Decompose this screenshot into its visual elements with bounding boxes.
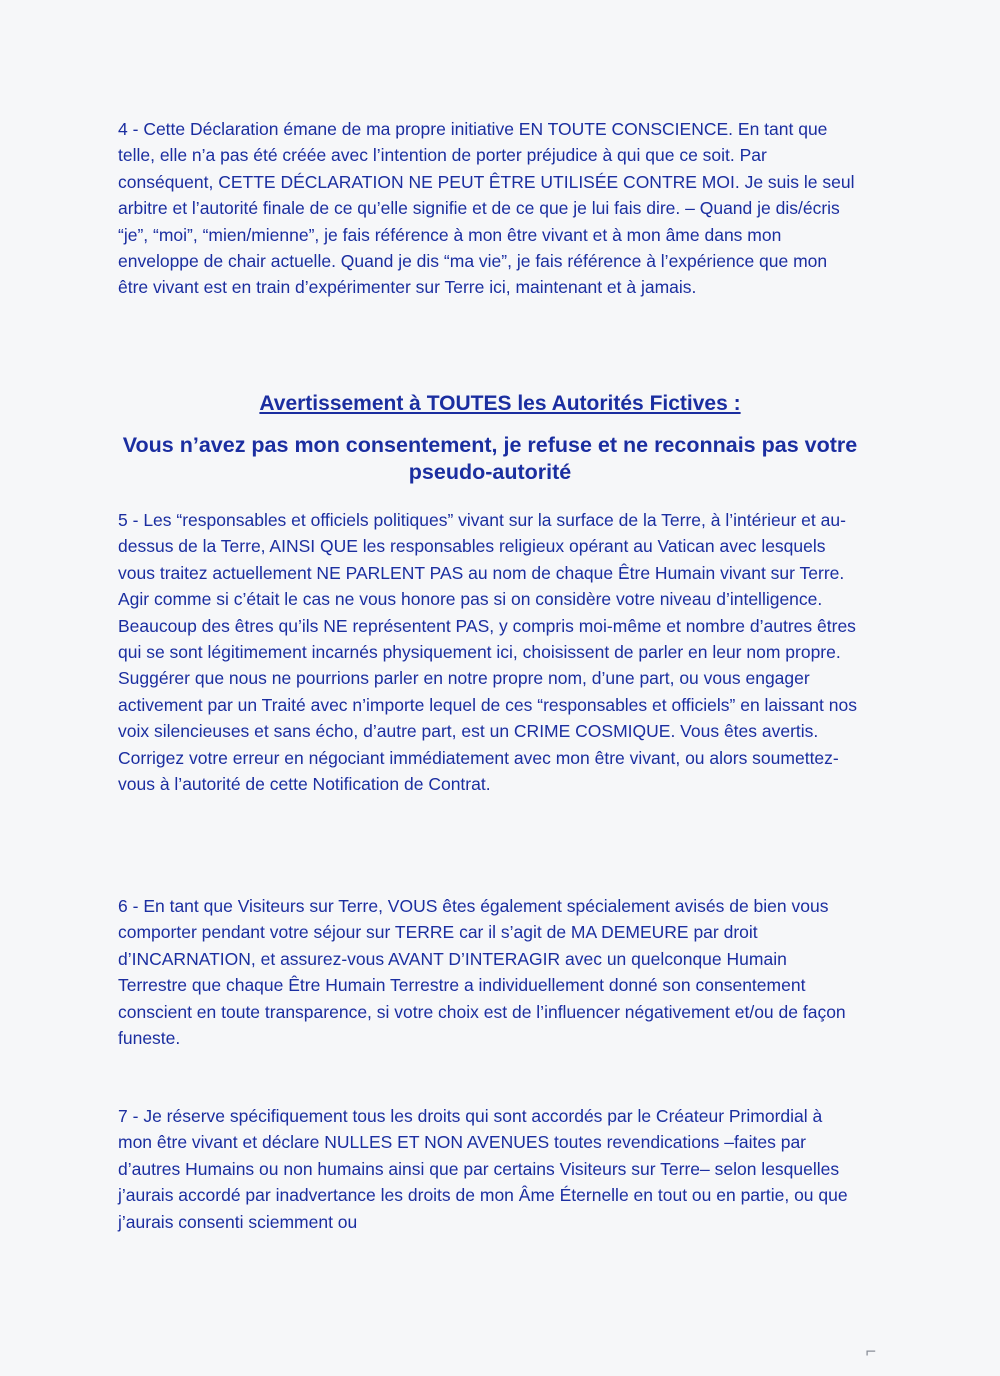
paragraph-text: Cette Déclaration émane de ma propre initiative EN TOUTE CONSCIENCE. En tant que telle, elle n’a pas été créée avec l’intention de porter préjudice à qui que ce soit. Par conséquent, CETTE DÉCLARATION NE PEUT ÊTRE UTILISÉE CONTRE MOI. Je suis le seul arbitre et l’autorité finale de ce qu’elle signifie et de ce que je lui fais dire. – Quand je dis/écris “je”, “moi”, “mien/mienne”, je fais référence à mon être vivant et à mon âme dans mon enveloppe de chair actuelle. Quand je dis “ma vie”, je fais référence à l’expérience que mon être vivant est en train d’expérimenter sur Terre ici, maintenant et à jamais. (118, 119, 855, 298)
paragraph-text: Je réserve spécifiquement tous les droits qui sont accordés par le Créateur Primordial à mon être vivant et déclare NULLES ET NON AVENUES toutes revendications –faites par d’autres Humains ou non humains ainsi que par certains Visiteurs sur Terre– selon lesquelles j’aurais accordé par inadvertance les droits de mon Âme Éternelle en tout ou en partie, ou que j’aurais consenti sciemment ou (118, 1106, 848, 1232)
paragraph-6 (118, 893, 858, 1051)
paragraph-5 (118, 507, 858, 797)
corner-scan-mark: ⌐ (865, 1341, 876, 1361)
warning-heading: Avertissement à TOUTES les Autorités Fictives : (259, 392, 741, 415)
paragraph-7 (118, 1103, 858, 1235)
paragraph-number: 7 - (118, 1106, 139, 1126)
paragraph-4 (118, 116, 858, 301)
paragraph-number: 6 - (118, 896, 139, 916)
paragraph-number: 5 - (118, 510, 139, 530)
paragraph-text: En tant que Visiteurs sur Terre, VOUS êtes également spécialement avisés de bien vous comporter pendant votre séjour sur TERRE car il s’agit de MA DEMEURE par droit d’INCARNATION, et assurez-vous AVANT D’INTERAGIR avec un quelconque Humain Terrestre que chaque Être Humain Terrestre a individuellement donné son consentement conscient en toute transparence, si votre choix est de l’influencer négativement et/ou de façon funeste. (118, 896, 846, 1049)
paragraph-text: Les “responsables et officiels politiques” vivant sur la surface de la Terre, à l’intérieur et au-dessus de la Terre, AINSI QUE les responsables religieux opérant au Vatican avec lesquels vous traitez actuellement NE PARLENT PAS au nom de chaque Être Humain vivant sur Terre. Agir comme si c’était le cas ne vous honore pas si on considère votre niveau d’intelligence. Beaucoup des êtres qu’ils NE représentent PAS, y compris moi-même et nombre d’autres êtres qui se sont légitimement incarnés physiquement ici, choisissent de parler en leur nom propre. Suggérer que nous ne pourrions parler en notre propre nom, d’une part, ou vous engager activement par un Traité avec n’importe lequel de ces “responsables et officiels” en laissant nos voix silencieuses et sans écho, d’autre part, est un CRIME COSMIQUE. Vous êtes avertis. Corrigez votre erreur en négociant immédiatement avec mon être vivant, ou alors soumettez-vous à l’autorité de cette Notification de Contrat. (118, 510, 857, 795)
consent-heading: Vous n’avez pas mon consentement, je refuse et ne reconnais pas votre pseudo-autorité (122, 433, 858, 484)
paragraph-number: 4 - (118, 119, 139, 139)
